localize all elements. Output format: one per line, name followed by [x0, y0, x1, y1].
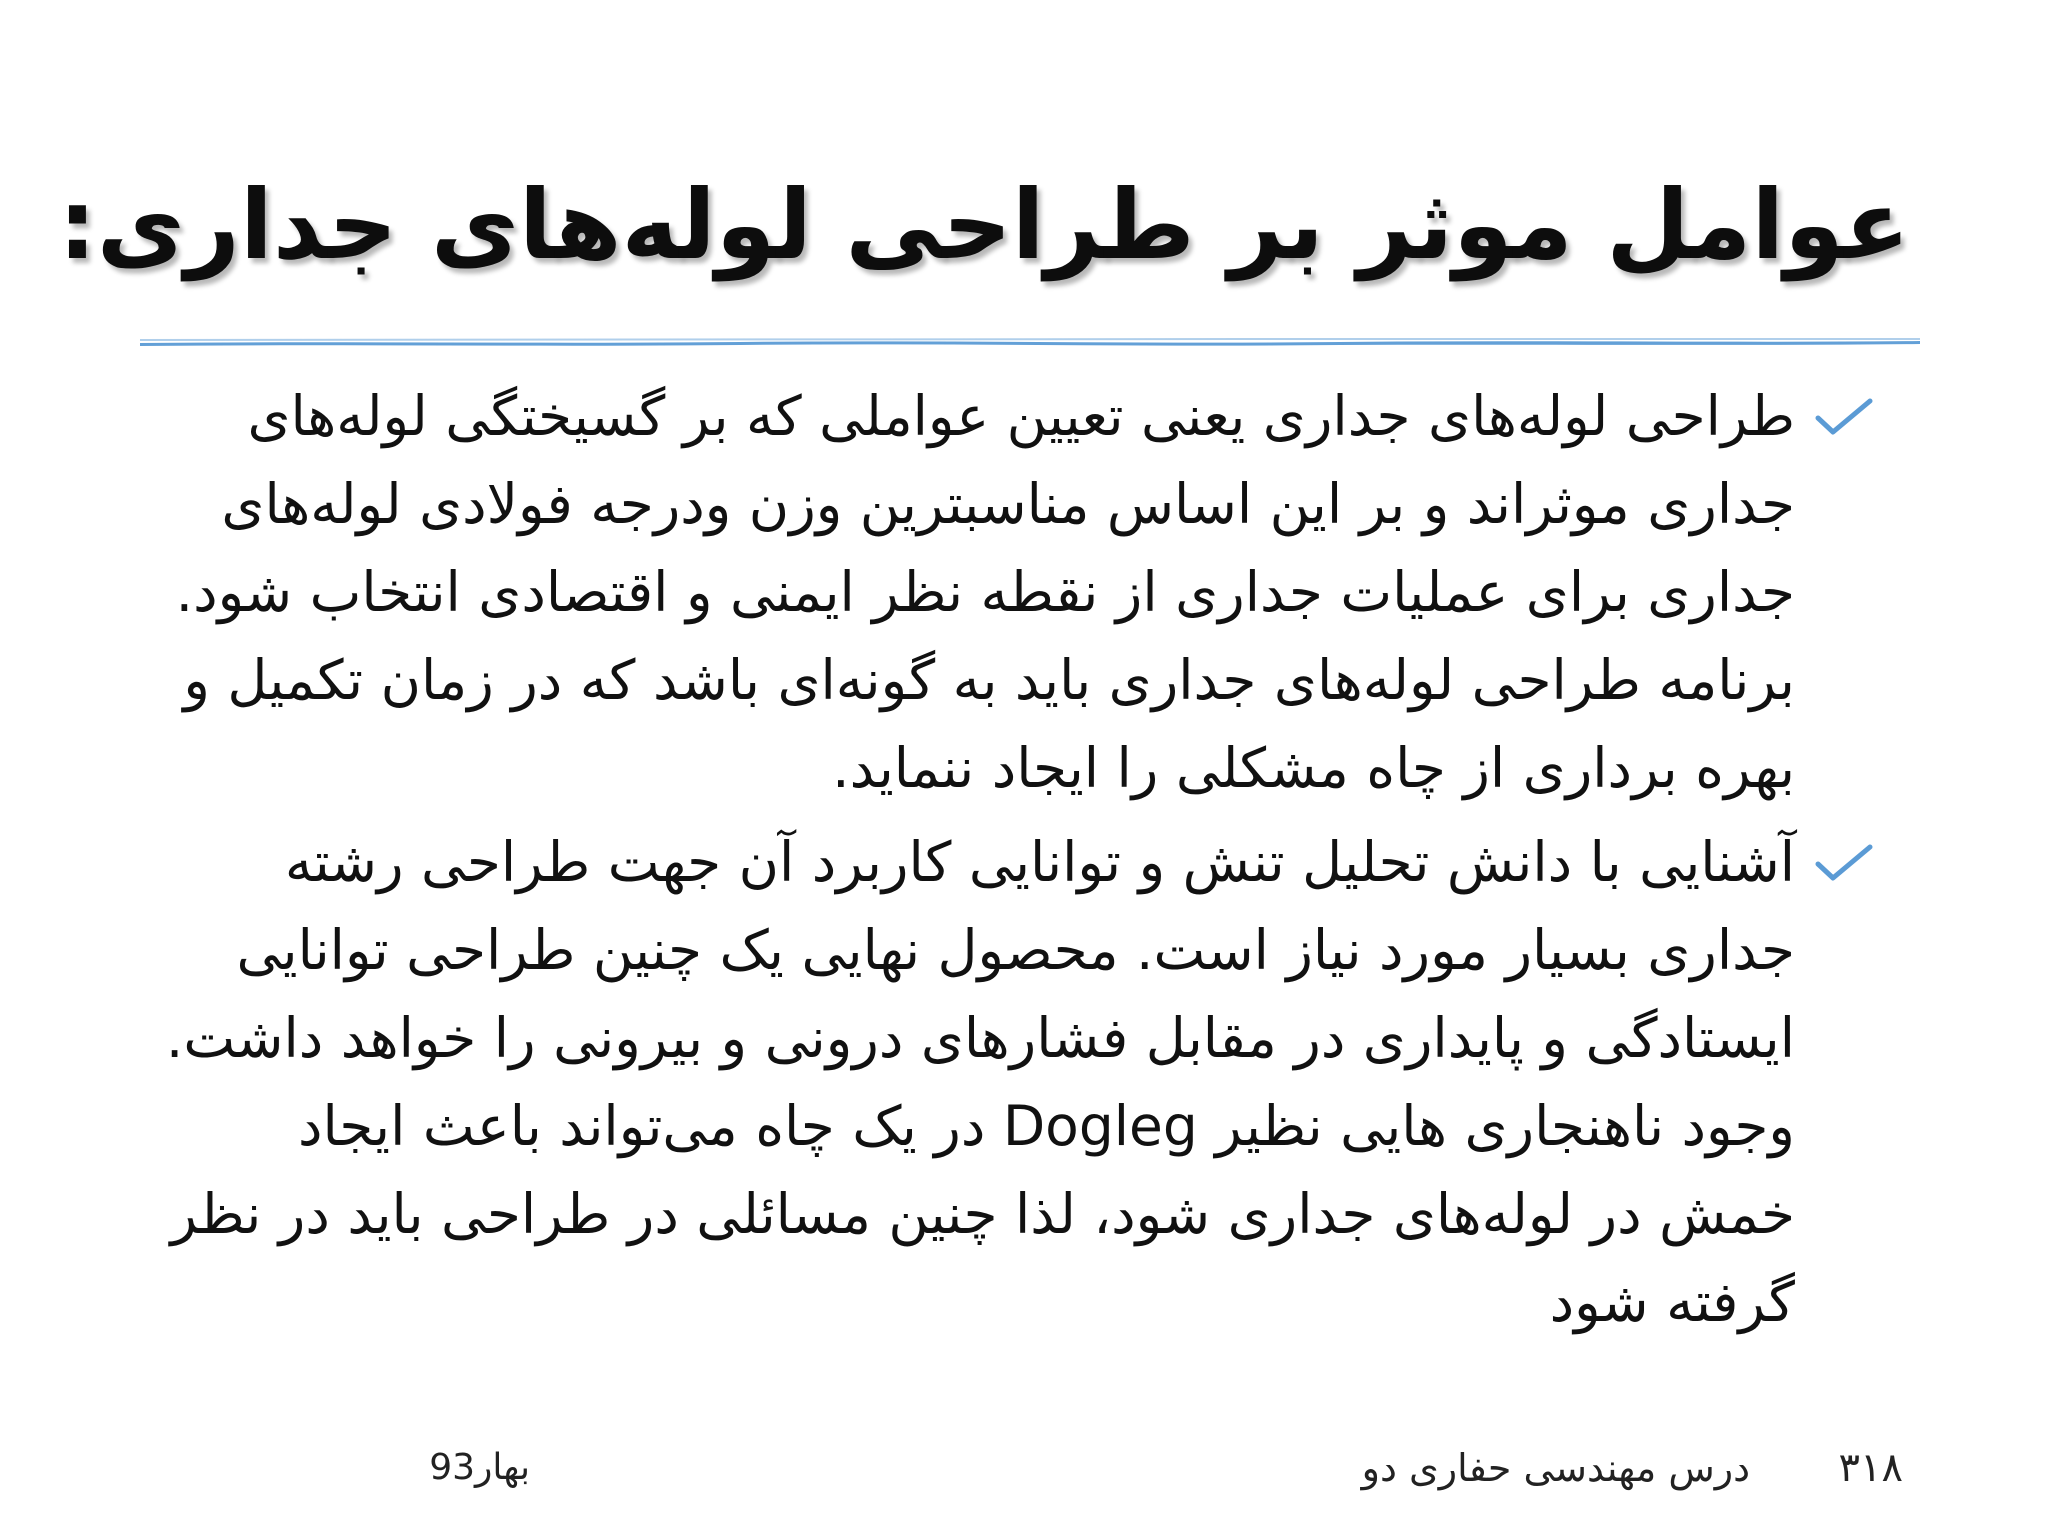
bullet-text: طراحی لوله‌های جداری یعنی تعیین عواملی که بر گسیختگی لوله‌های جداری موثراند و بر این اساس مناسبترین وزن ودرجه فولادی لوله‌های جداری برای عملیات جداری از نقطه نظر ایمنی و اقتصادی انتخاب شود. برنامه طراحی لوله‌های جداری باید به گونه‌ای باشد که در زمان تکمیل و بهره برداری از چاه مشکلی را ایجاد ننماید.	[175, 384, 1795, 800]
slide-title: عوامل موثر بر طراحی لوله‌های جداری:	[58, 169, 1910, 281]
bullet-item	[150, 818, 1875, 1346]
bullet-item	[150, 372, 1875, 812]
title-divider	[140, 335, 1920, 349]
semester-label: بهار93	[429, 1447, 530, 1488]
bullet-list	[150, 372, 1875, 1346]
course-name: درس مهندسی حفاری دو	[1361, 1446, 1750, 1490]
check-icon	[1815, 844, 1873, 884]
page-number: ۳۱۸	[1838, 1445, 1903, 1491]
title-divider-highlight	[140, 339, 1920, 340]
bullet-text: آشنایی با دانش تحلیل تنش و توانایی کاربرد آن جهت طراحی رشته جداری بسیار مورد نیاز است. محصول نهایی یک چنین طراحی توانایی ایستادگی و پایداری در مقابل فشارهای درونی و بیرونی را خواهد داشت. وجود ناهنجاری هایی نظیر Dogleg در یک چاه می‌تواند باعث ایجاد خمش در لوله‌های جداری شود، لذا چنین مسائلی در طراحی باید در نظر گرفته شود	[165, 830, 1795, 1334]
title-divider-stroke	[140, 341, 1920, 346]
check-icon	[1815, 398, 1873, 438]
